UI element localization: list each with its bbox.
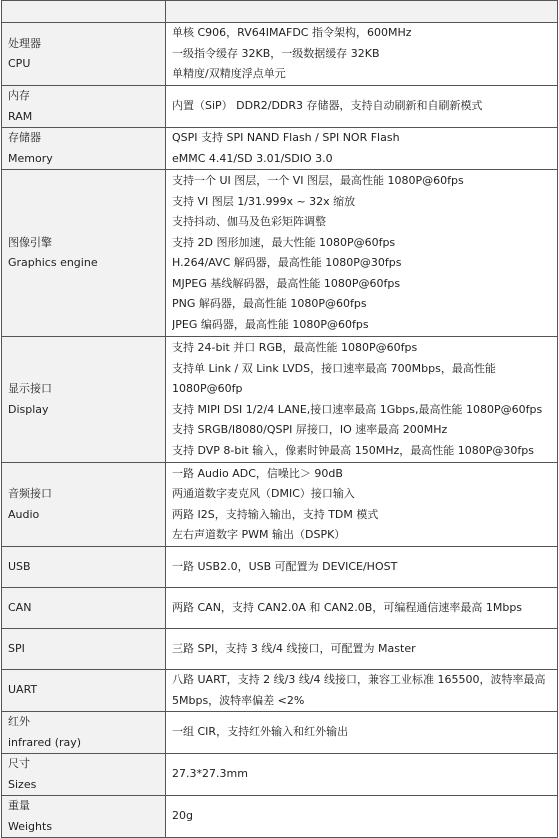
spec-line: eMMC 4.41/SD 3.01/SDIO 3.0	[172, 151, 333, 165]
row-value-cell	[166, 547, 558, 588]
row-label: 音频接口	[8, 487, 52, 500]
spec-line: 八路 UART，支持 2 线/3 线/4 线接口，兼容工业标准 165500，波特率最高 5Mbps，波特率偏差 <2%	[172, 673, 546, 707]
spec-line: 支持一个 UI 图层，一个 VI 图层，最高性能 1080P@60fps	[172, 174, 464, 187]
row-value-cell	[166, 712, 558, 754]
spec-line: 支持 24-bit 并口 RGB，最高性能 1080P@60fps	[172, 341, 418, 354]
row-label: USB	[8, 559, 31, 573]
row-label: 处理器	[8, 36, 41, 50]
row-label: 红外	[8, 715, 30, 728]
row-label-cell	[2, 588, 166, 629]
spec-line: 支持 SRGB/I8080/QSPI 屏接口，IO 速率最高 200MHz	[172, 423, 448, 436]
table-row	[2, 128, 558, 170]
row-label: 内存	[8, 89, 30, 102]
row-label-secondary: Memory	[8, 151, 53, 165]
spec-line: 支持 DVP 8-bit 输入，像素时钟最高 150MHz，最高性能 1080P@30fps	[172, 443, 534, 457]
row-label-cell	[2, 463, 166, 547]
spec-line: 一路 USB2.0，USB 可配置为 DEVICE/HOST	[172, 559, 398, 573]
spec-line: 一组 CIR，支持红外输入和红外输出	[172, 725, 349, 739]
spec-line: PNG 解码器，最高性能 1080P@60fps	[172, 297, 367, 310]
row-label-secondary: Weights	[8, 819, 53, 833]
row-label-secondary: infrared (ray)	[8, 735, 82, 749]
spec-line: 单精度/双精度浮点单元	[172, 67, 286, 81]
table-row	[2, 754, 558, 796]
row-label: SPI	[8, 641, 25, 655]
row-label-cell	[2, 86, 166, 128]
spec-line: 左右声道数字 PWM 输出（DSPK）	[172, 528, 346, 541]
row-label-cell	[2, 629, 166, 670]
table-row	[2, 670, 558, 712]
row-label-secondary: RAM	[8, 109, 33, 123]
spec-line: 两通道数字麦克风（DMIC）接口输入	[172, 487, 355, 500]
spec-line: 单核 C906，RV64IMAFDC 指令架构，600MHz	[172, 26, 412, 40]
table-row	[2, 23, 558, 86]
spec-line: 27.3*27.3mm	[172, 767, 248, 781]
table-header-row	[2, 1, 558, 23]
row-label: UART	[8, 683, 38, 697]
spec-line: QSPI 支持 SPI NAND Flash / SPI NOR Flash	[172, 131, 400, 144]
row-label: 存储器	[8, 131, 41, 144]
row-value-cell	[166, 796, 558, 838]
row-value-cell	[166, 128, 558, 170]
spec-line: 内置（SiP） DDR2/DDR3 存储器，支持自动刷新和自刷新模式	[172, 99, 483, 113]
row-value-cell	[166, 588, 558, 629]
header-cell-value	[166, 1, 558, 23]
row-label-secondary: Sizes	[8, 777, 37, 791]
row-label-secondary: Graphics engine	[8, 256, 98, 269]
spec-line: JPEG 编码器，最高性能 1080P@60fps	[172, 317, 369, 331]
spec-line: 支持抖动、伽马及色彩矩阵调整	[172, 215, 326, 228]
spec-line: 支持单 Link / 双 Link LVDS，接口速率最高 700Mbps，最高性能 1080P@60fp	[172, 361, 496, 395]
row-value-cell	[166, 170, 558, 337]
spec-line: 支持 MIPI DSI 1/2/4 LANE,接口速率最高 1Gbps,最高性能 1080P@60fps	[172, 402, 543, 416]
row-label-secondary: Audio	[8, 507, 40, 521]
spec-line: H.264/AVC 解码器，最高性能 1080P@30fps	[172, 256, 402, 269]
row-value-cell	[166, 463, 558, 547]
spec-line: 支持 VI 图层 1/31.999x ~ 32x 缩放	[172, 194, 356, 208]
row-label: CAN	[8, 600, 32, 614]
row-label: 图像引擎	[8, 235, 52, 249]
row-value-cell	[166, 629, 558, 670]
spec-table	[1, 0, 558, 838]
table-row	[2, 629, 558, 670]
table-row	[2, 547, 558, 588]
spec-line: 一级指令缓存 32KB，一级数据缓存 32KB	[172, 46, 380, 60]
spec-line: 三路 SPI，支持 3 线/4 线接口，可配置为 Master	[172, 641, 416, 655]
spec-line: 20g	[172, 809, 193, 823]
table-row	[2, 86, 558, 128]
row-value-cell	[166, 754, 558, 796]
row-label-cell	[2, 337, 166, 463]
spec-line: 支持 2D 图形加速，最大性能 1080P@60fps	[172, 235, 396, 249]
row-label: 尺寸	[8, 757, 30, 770]
row-label-cell	[2, 23, 166, 86]
row-label-cell	[2, 170, 166, 337]
table-row	[2, 712, 558, 754]
row-label-secondary: Display	[8, 402, 49, 416]
row-value-cell	[166, 23, 558, 86]
row-label-cell	[2, 796, 166, 838]
header-cell-label	[2, 1, 166, 23]
row-label-cell	[2, 547, 166, 588]
table-row	[2, 337, 558, 463]
row-value-cell	[166, 86, 558, 128]
row-label-secondary: CPU	[8, 57, 31, 70]
table-row	[2, 588, 558, 629]
row-label-cell	[2, 754, 166, 796]
spec-line: 两路 I2S，支持输入输出，支持 TDM 模式	[172, 507, 379, 521]
row-label: 重量	[8, 799, 30, 812]
table-row	[2, 796, 558, 838]
spec-line: 一路 Audio ADC，信噪比＞ 90dB	[172, 466, 343, 480]
table-row	[2, 463, 558, 547]
spec-line: MJPEG 基线解码器，最高性能 1080P@60fps	[172, 276, 401, 290]
row-value-cell	[166, 337, 558, 463]
row-label-cell	[2, 128, 166, 170]
row-label: 显示接口	[8, 382, 52, 395]
table-row	[2, 170, 558, 337]
spec-line: 两路 CAN，支持 CAN2.0A 和 CAN2.0B，可编程通信速率最高 1Mbps	[172, 600, 523, 614]
row-label-cell	[2, 670, 166, 712]
row-label-cell	[2, 712, 166, 754]
row-value-cell	[166, 670, 558, 712]
